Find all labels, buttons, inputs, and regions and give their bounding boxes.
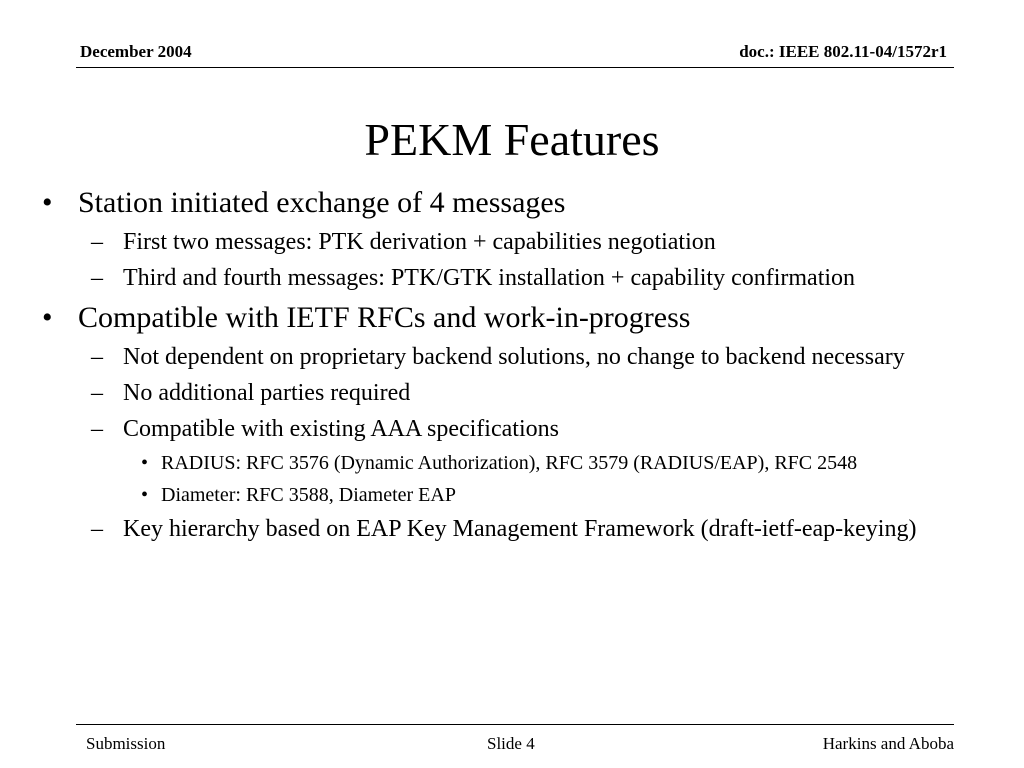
footer-submission: Submission <box>86 734 166 753</box>
bullet-text: Compatible with IETF RFCs and work-in-progress <box>78 301 691 334</box>
bullet-marker: • <box>141 484 149 506</box>
sub-sub-bullet-item <box>141 451 951 476</box>
bullet-marker: • <box>42 301 53 334</box>
sub-sub-bullet-text: RADIUS: RFC 3576 (Dynamic Authorization), RFC 3579 (RADIUS/EAP), RFC 2548 <box>161 452 858 474</box>
header-divider <box>76 67 954 68</box>
sub-bullet-item <box>91 378 948 408</box>
footer-authors: Harkins and Aboba <box>822 734 954 753</box>
sub-bullet-text: Key hierarchy based on EAP Key Management Framework (draft-ietf-eap-keying) <box>123 516 917 542</box>
bullet-item <box>42 184 948 221</box>
sub-bullet-item <box>91 227 948 257</box>
bullet-marker: • <box>141 452 149 474</box>
bullet-text: Station initiated exchange of 4 messages <box>78 186 566 219</box>
footer-divider <box>76 724 954 725</box>
dash-marker: – <box>91 380 103 406</box>
slide-title: PEKM Features <box>364 114 660 165</box>
bullet-marker: • <box>42 186 53 219</box>
header-doc-id: doc.: IEEE 802.11-04/1572r1 <box>739 42 947 61</box>
sub-bullet-text: No additional parties required <box>123 380 411 406</box>
dash-marker: – <box>91 265 103 291</box>
sub-bullet-text: First two messages: PTK derivation + capabilities negotiation <box>123 229 716 255</box>
bullet-item <box>42 299 948 336</box>
dash-marker: – <box>91 344 103 370</box>
sub-sub-bullet-text: Diameter: RFC 3588, Diameter EAP <box>161 484 456 506</box>
sub-bullet-item <box>91 342 948 372</box>
header-date: December 2004 <box>80 42 192 61</box>
sub-bullet-item <box>91 263 948 293</box>
sub-bullet-text: Not dependent on proprietary backend solutions, no change to backend necessary <box>123 344 905 370</box>
sub-bullet-text: Third and fourth messages: PTK/GTK installation + capability confirmation <box>123 265 856 291</box>
dash-marker: – <box>91 416 103 442</box>
sub-bullet-text: Compatible with existing AAA specifications <box>123 416 559 442</box>
sub-bullet-item <box>91 414 948 444</box>
sub-bullet-item <box>91 514 948 544</box>
footer-slide-number: Slide 4 <box>487 734 535 753</box>
sub-sub-bullet-item <box>141 483 951 508</box>
slide-content <box>0 178 1024 544</box>
dash-marker: – <box>91 229 103 255</box>
dash-marker: – <box>91 516 103 542</box>
